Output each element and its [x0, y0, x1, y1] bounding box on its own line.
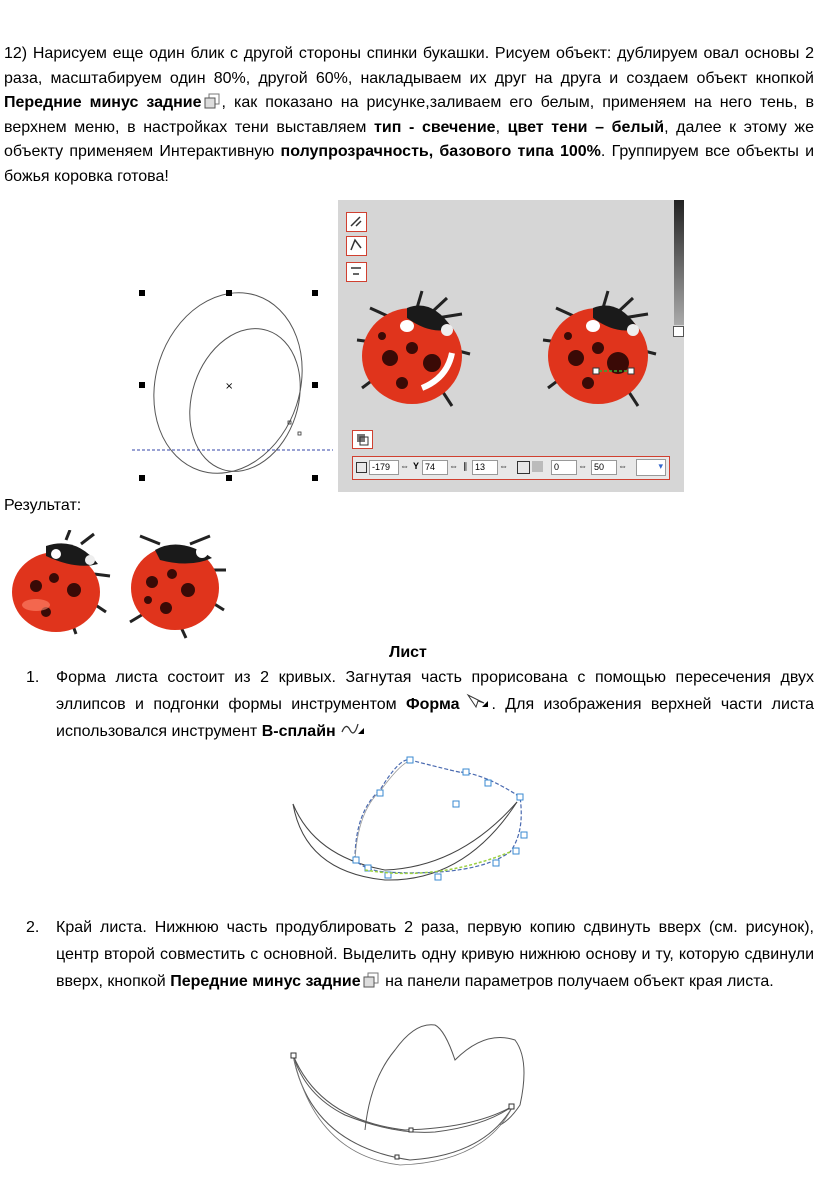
front-minus-back-icon — [204, 93, 220, 109]
intro-bold-front-minus-back: Передние минус задние — [4, 94, 202, 111]
intro-paragraph — [4, 42, 814, 189]
spin-icon[interactable]: ⇔ — [618, 461, 627, 471]
intro-sep: , — [495, 118, 508, 136]
front-minus-back-icon — [363, 970, 379, 986]
intro-text-3: , далее к этому же объекту применяем Интерактивную — [4, 118, 815, 160]
ladybug-panel — [338, 200, 684, 492]
ladybug-1-image — [352, 288, 472, 418]
ellipses-figure — [130, 285, 335, 485]
leaf-figure-2 — [285, 1020, 545, 1170]
shadow-feather-input[interactable]: 13 — [472, 460, 498, 475]
list-2-text-1: Край листа. Нижнюю часть продублировать 2 раза, первую копию сдвинуть вверх (см. рисунок), центр второй совместить с основной. Выделить одну кривую нижнюю основу и ту, которую сдвинули вверх, кнопкой — [56, 919, 814, 990]
shadow-angle-icon — [356, 462, 367, 473]
shape-tool-icon — [462, 693, 490, 709]
list-number: 2. — [26, 919, 40, 936]
shadow-fade-input[interactable]: 0 — [551, 460, 577, 475]
palette-white-swatch[interactable] — [673, 326, 684, 337]
feather-icon: ∥ — [463, 461, 468, 471]
list-2-bold-front-minus-back: Передние минус задние — [170, 973, 361, 990]
list-2-text-2: на панели параметров получаем объект края листа. — [380, 973, 774, 990]
spin-icon[interactable]: ⇔ — [578, 461, 587, 471]
shadow-property-bar — [352, 456, 670, 480]
shadow-angle-input[interactable]: -179 — [369, 460, 399, 475]
spin-icon[interactable]: ⇔ — [499, 461, 508, 471]
intro-bold-transparency: полупрозрачность, базового типа 100% — [280, 143, 601, 160]
intro-bold-type: тип - свечение — [374, 118, 496, 136]
bspline-tool-icon — [338, 720, 366, 736]
result-ladybug-1 — [6, 530, 116, 640]
result-label: Результат: — [4, 497, 82, 514]
feather-edge-icon[interactable] — [532, 461, 543, 472]
result-ladybug-2 — [120, 530, 230, 640]
list-1-bold-shape: Форма — [405, 696, 460, 713]
shadow-opacity-input[interactable]: 74 — [422, 460, 448, 475]
leaf-heading: Лист — [389, 644, 427, 661]
spin-icon[interactable]: ⇔ — [400, 461, 409, 471]
list-1-text-1: Форма листа состоит из 2 кривых. Загнутая часть прорисована с помощью пересечения двух эллипсов и подгонки формы инструментом — [56, 669, 814, 713]
spin-icon[interactable]: ⇔ — [449, 461, 458, 471]
intro-text-2: , как показано на рисунке,заливаем его белым, применяем на него тень, в верхнем меню, в настройках тени выставляем — [4, 94, 814, 136]
ladybug-2-image — [538, 288, 658, 418]
shadow-stretch-input[interactable]: 50 — [591, 460, 617, 475]
color-palette-strip[interactable] — [674, 200, 684, 325]
shadow-color-dropdown[interactable] — [636, 459, 666, 476]
intro-text-1: 12) Нарисуем еще один блик с другой стороны спинки букашки. Рисуем объект: дублируем овал основы 2 раза, масштабируем один 80%, другой 60%, накладываем их друг на друга и создаем объект кнопкой — [4, 45, 814, 87]
list-1-text-2: . Для изображения верхней части листа использовался инструмент — [56, 696, 814, 740]
leaf-figure-1 — [285, 752, 545, 897]
intro-text-4: . Группируем все объекты и божья коровка готова! — [4, 143, 815, 185]
list-item-1 — [26, 664, 814, 745]
list-item-2 — [26, 914, 814, 995]
feather-direction-icon[interactable] — [517, 461, 530, 474]
list-number: 1. — [26, 669, 40, 686]
opacity-icon: Y — [413, 461, 420, 471]
list-1-bold-bspline: B-сплайн — [261, 723, 336, 740]
shadow-tool-icon[interactable] — [352, 430, 374, 450]
svg-text:×: × — [225, 381, 234, 392]
intro-bold-color: цвет тени – белый — [507, 118, 665, 136]
chevron-down-icon: ▾ — [658, 461, 663, 471]
tool-icons — [346, 212, 368, 284]
